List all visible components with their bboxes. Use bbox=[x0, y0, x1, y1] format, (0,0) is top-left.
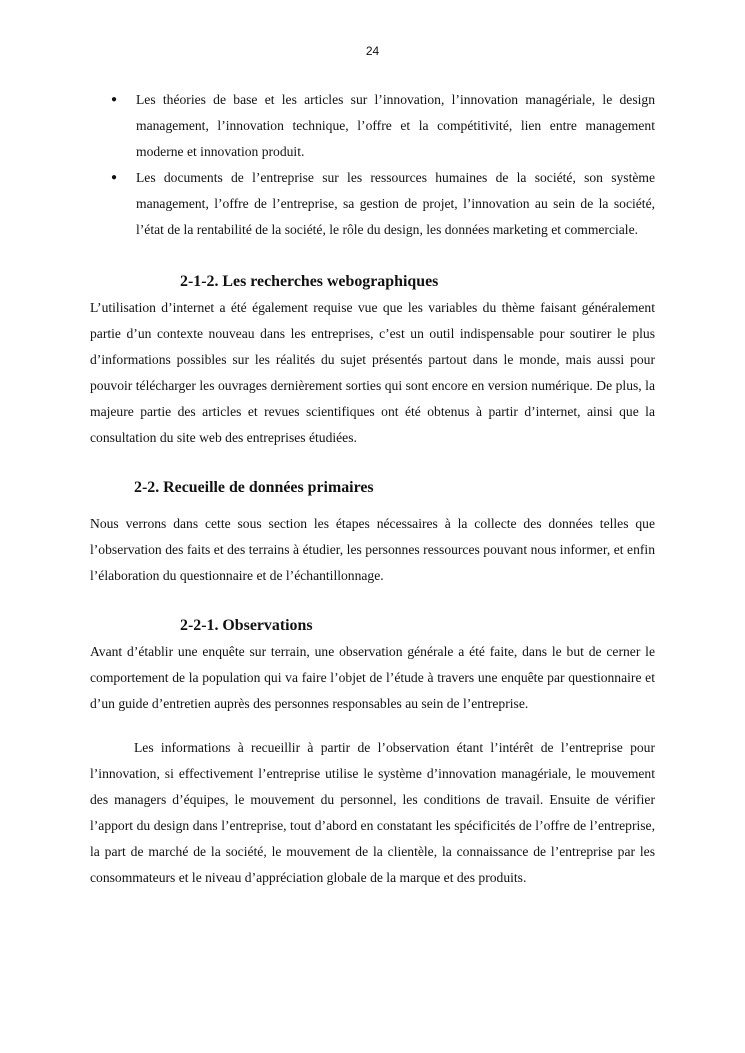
list-item-text: Les documents de l’entreprise sur les ressources humaines de la société, son système management, l’offre de l’entreprise, sa gestion de projet, l’innovation au sein de la société, l’état de la rentabilité de la société, le rôle du design, les données marketing et commerciale. bbox=[136, 170, 655, 237]
document-body bbox=[90, 87, 655, 891]
bullet-icon: ● bbox=[111, 94, 118, 105]
bullet-list bbox=[90, 87, 655, 243]
heading-primary-data: 2-2. Recueille de données primaires bbox=[134, 479, 374, 496]
heading-webographic-research: 2-1-2. Les recherches webographiques bbox=[180, 273, 439, 290]
paragraph-webographic-research: L’utilisation d’internet a été également requise vue que les variables du thème faisant généralement partie d’un contexte nouveau dans les entreprises, c’est un outil indispensable pour soutirer le plus d’informations possibles sur les réalités du sujet présentés partout dans le monde, mais aussi pour pouvoir télécharger les ouvrages dernièrement sorties qui sont encore en version numérique. De plus, la majeure partie des articles et revues scientifiques ont été obtenus à partir d’internet, ainsi que la consultation du site web des entreprises étudiées. bbox=[90, 300, 655, 445]
list-item bbox=[111, 87, 655, 165]
list-item-text: Les théories de base et les articles sur l’innovation, l’innovation managériale, le design management, l’innovation technique, l’offre et la compétitivité, lien entre management moderne et innovation produit. bbox=[136, 92, 655, 159]
list-item bbox=[111, 165, 655, 243]
page-number: 24 bbox=[365, 44, 380, 58]
paragraph-primary-data: Nous verrons dans cette sous section les étapes nécessaires à la collecte des données telles que l’observation des faits et des terrains à étudier, les personnes ressources pouvant nous informer, et enfin l’élaboration du questionnaire et de l’échantillonnage. bbox=[90, 516, 655, 583]
paragraph-observations-1: Avant d’établir une enquête sur terrain, une observation générale a été faite, dans le but de cerner le comportement de la population qui va faire l’objet de l’étude à travers une enquête par questionnaire et d’un guide d’entretien auprès des personnes responsables au sein de l’entreprise. bbox=[90, 644, 655, 711]
paragraph-observations-2: Les informations à recueillir à partir de l’observation étant l’intérêt de l’entreprise pour l’innovation, si effectivement l’entreprise utilise le système d’innovation managériale, le mouvement des managers d’équipes, le mouvement du personnel, les conditions de travail. Ensuite de vérifier l’apport du design dans l’entreprise, tout d’abord en constatant les spécificités de l’offre de l’entreprise, la part de marché de la société, le mouvement de la clientèle, la connaissance de l’entreprise par les consommateurs et le niveau d’appréciation globale de la marque et des produits. bbox=[90, 740, 655, 885]
heading-observations: 2-2-1. Observations bbox=[180, 617, 313, 634]
bullet-icon: ● bbox=[111, 172, 118, 183]
